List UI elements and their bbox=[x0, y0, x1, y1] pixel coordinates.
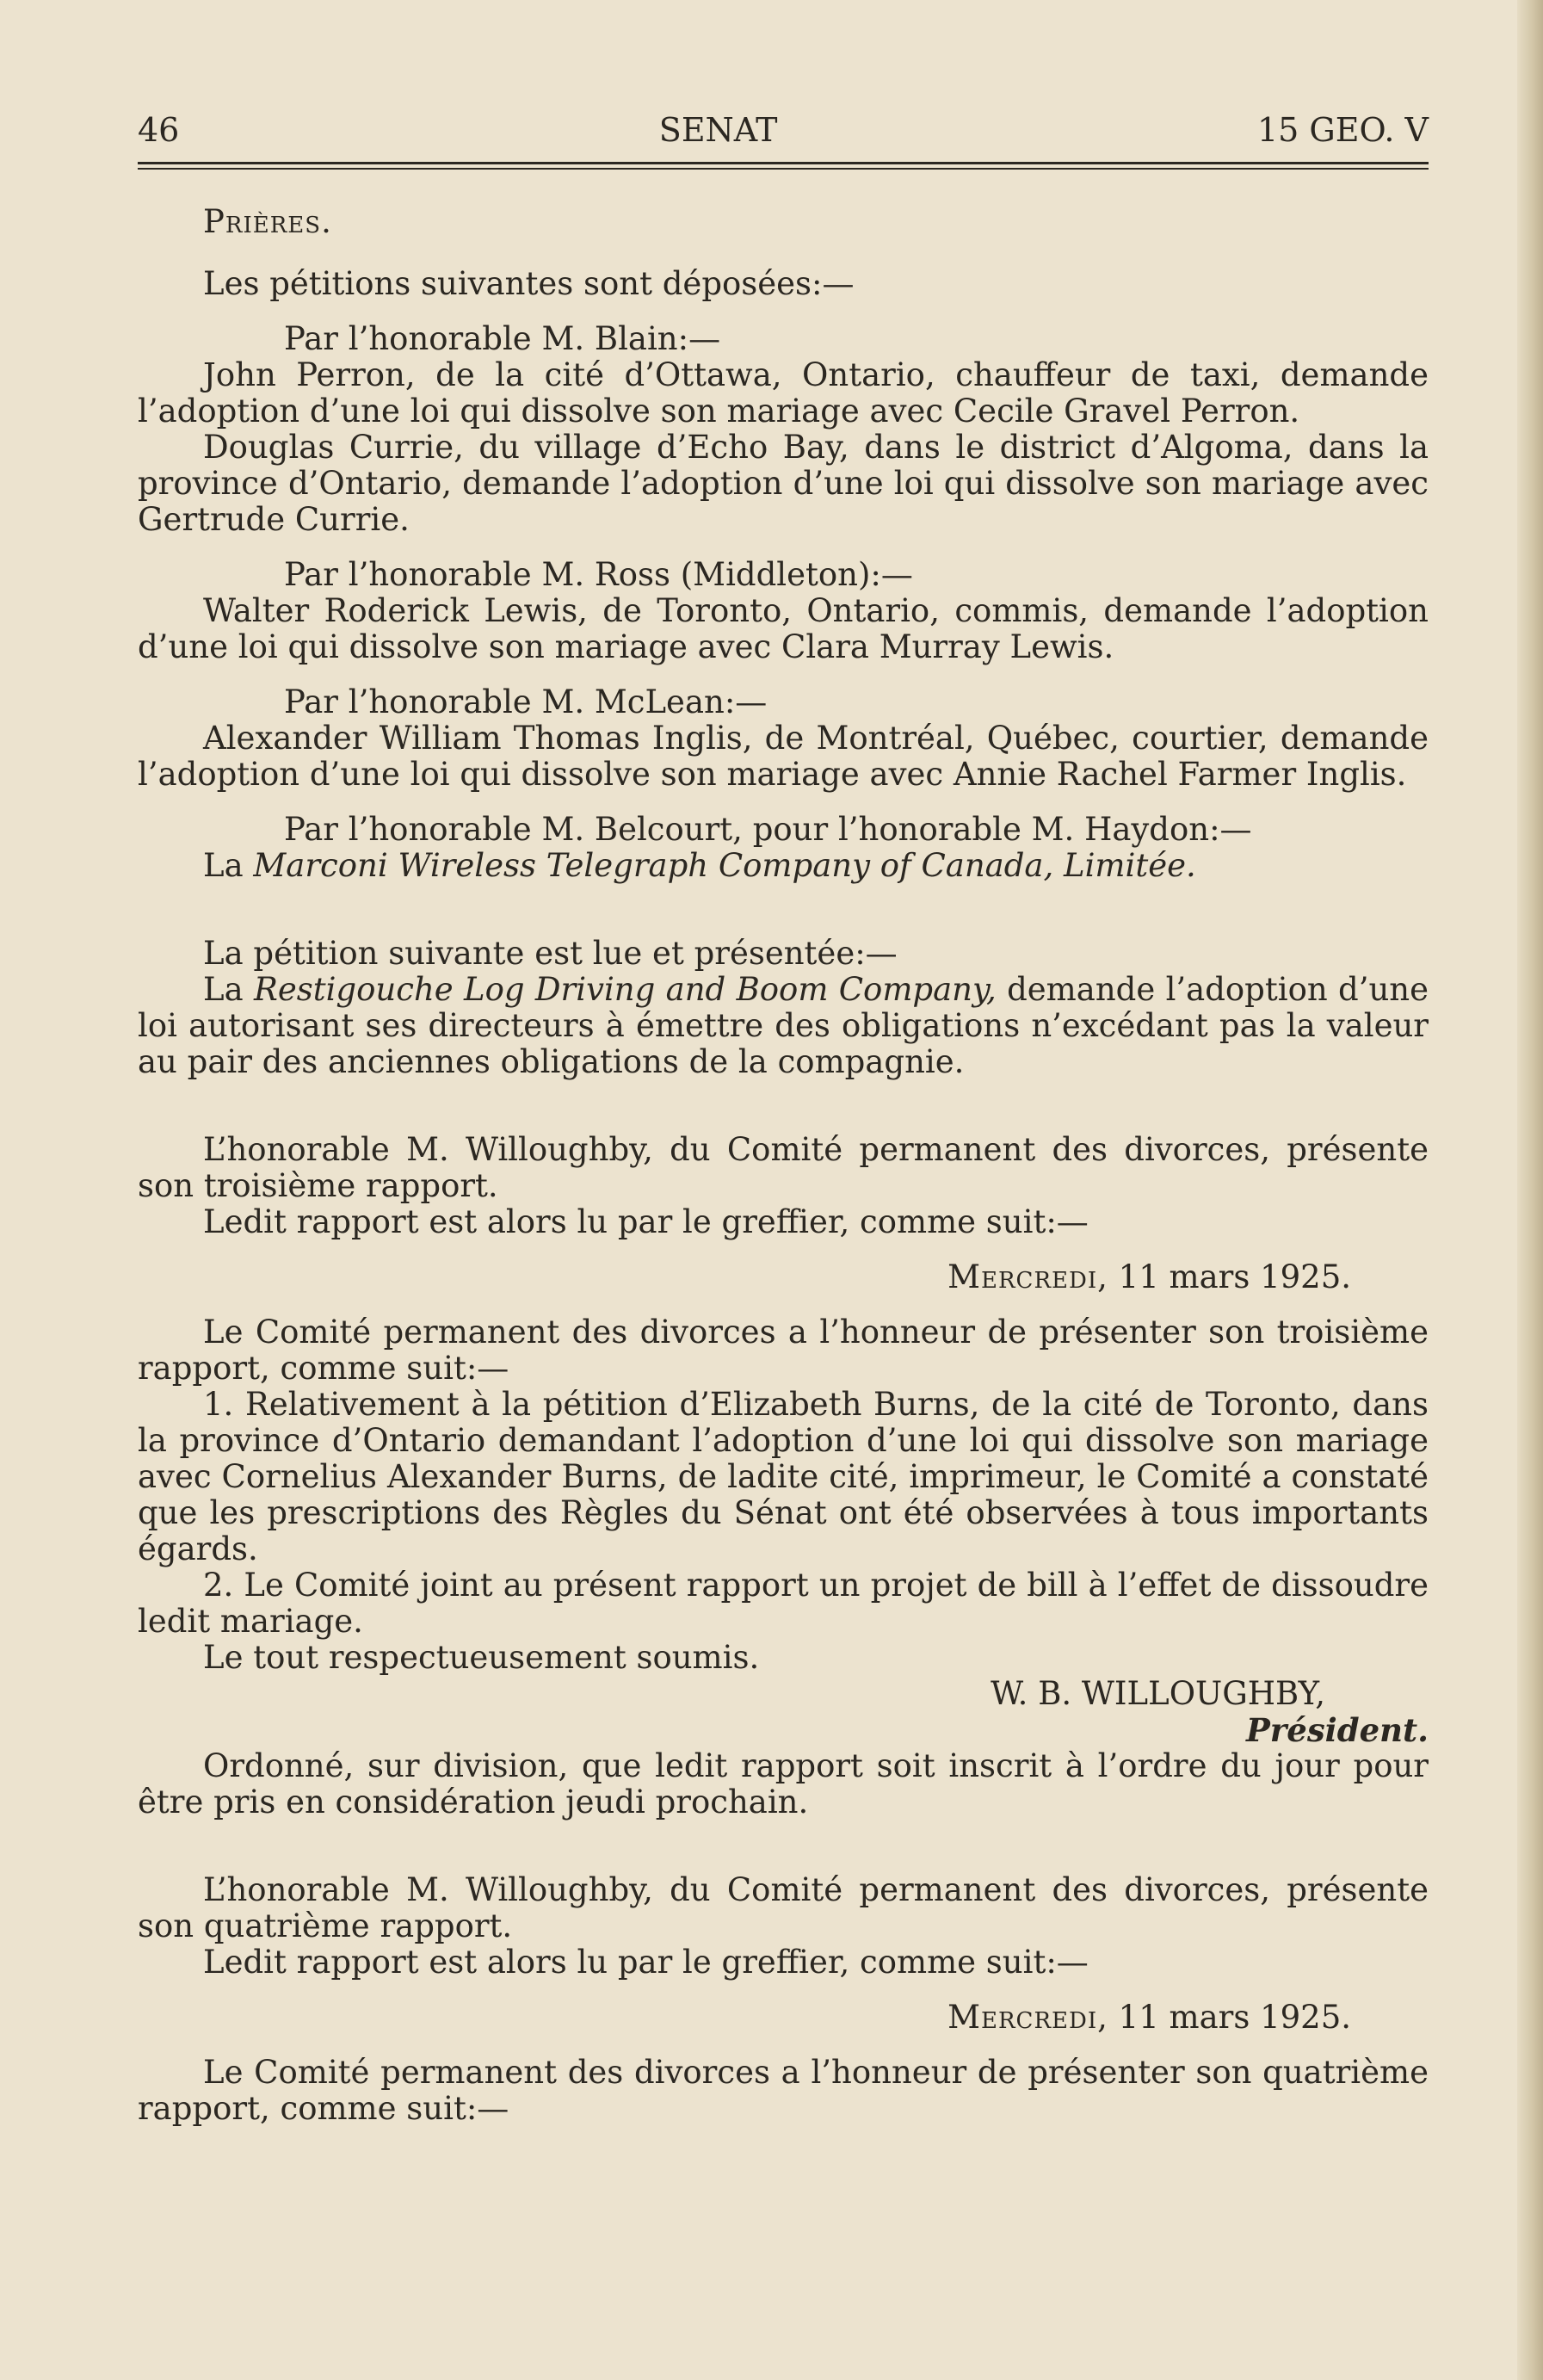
petition-marconi: La Marconi Wireless Telegraph Company of Canada, Limitée. bbox=[203, 847, 1196, 884]
marconi-company-name: Marconi Wireless Telegraph Company of Canada, Limitée. bbox=[253, 847, 1196, 884]
report3-presented: L’honorable M. Willoughby, du Comité permanent des divorces, présente son troisième rapport. bbox=[138, 1131, 1429, 1204]
petition-by-blain: Par l’honorable M. Blain:— bbox=[284, 320, 721, 357]
report3-item1: 1. Relativement à la pétition d’Elizabeth Burns, de la cité de Toronto, dans la province d’Ontario demandant l’adoption d’une loi qui dissolve son mariage avec Cornelius Alexander Burns, de ladite cité, imprimeur, le Comité a constaté que les prescriptions des Règles du Sénat ont été observées à tous importants égards. bbox=[138, 1386, 1429, 1567]
petition-currie: Douglas Currie, du village d’Echo Bay, dans le district d’Algoma, dans la province d’Ontario, demande l’adoption d’une loi qui dissolve son mariage avec Gertrude Currie. bbox=[138, 429, 1429, 538]
report3-closing: Le tout respectueusement soumis. bbox=[203, 1639, 760, 1676]
header-title: SENAT bbox=[658, 111, 778, 149]
report4-intro: Le Comité permanent des divorces a l’honneur de présenter son quatrième rapport, comme suit:— bbox=[138, 2054, 1429, 2127]
petition-perron: John Perron, de la cité d’Ottawa, Ontario, chauffeur de taxi, demande l’adoption d’une loi qui dissolve son mariage avec Cecile Gravel Perron. bbox=[138, 356, 1429, 430]
report3-date: Mercredi, 11 mars 1925. bbox=[947, 1258, 1351, 1295]
document-page bbox=[138, 112, 1429, 2127]
report3-intro: Le Comité permanent des divorces a l’honneur de présenter son troisième rapport, comme suit:— bbox=[138, 1314, 1429, 1387]
page-number: 46 bbox=[138, 111, 180, 149]
report3-order: Ordonné, sur division, que ledit rapport soit inscrit à l’ordre du jour pour être pris en considération jeudi prochain. bbox=[138, 1747, 1429, 1821]
petition-by-ross: Par l’honorable M. Ross (Middleton):— bbox=[284, 556, 913, 593]
petition-by-mclean: Par l’honorable M. McLean:— bbox=[284, 683, 768, 720]
petitions-intro: Les pétitions suivantes sont déposées:— bbox=[203, 265, 855, 302]
prayers-heading: Prières. bbox=[203, 203, 332, 240]
report3-signature-title: Président. bbox=[1245, 1711, 1429, 1749]
running-header bbox=[138, 112, 1429, 155]
header-reign: 15 GEO. V bbox=[1256, 111, 1429, 149]
read-petition-intro: La pétition suivante est lue et présentée:— bbox=[203, 935, 898, 972]
read-petition-restigouche: La Restigouche Log Driving and Boom Company, demande l’adoption d’une loi autorisant ses directeurs à émettre des obligations n’excédant pas la valeur au pair des anciennes obligations de la compagnie. bbox=[138, 971, 1429, 1080]
report4-presented: L’honorable M. Willoughby, du Comité permanent des divorces, présente son quatrième rapport. bbox=[138, 1871, 1429, 1944]
petition-inglis: Alexander William Thomas Inglis, de Montréal, Québec, courtier, demande l’adoption d’une loi qui dissolve son mariage avec Annie Rachel Farmer Inglis. bbox=[138, 720, 1429, 793]
header-rule bbox=[138, 162, 1429, 170]
report4-read: Ledit rapport est alors lu par le greffier, comme suit:— bbox=[203, 1944, 1089, 1981]
report4-date: Mercredi, 11 mars 1925. bbox=[947, 1999, 1351, 2036]
petition-lewis: Walter Roderick Lewis, de Toronto, Ontario, commis, demande l’adoption d’une loi qui dissolve son mariage avec Clara Murray Lewis. bbox=[138, 592, 1429, 665]
report3-read: Ledit rapport est alors lu par le greffier, comme suit:— bbox=[203, 1203, 1089, 1240]
restigouche-company-name: Restigouche Log Driving and Boom Company, bbox=[253, 971, 997, 1008]
page-edge-shadow bbox=[1517, 0, 1543, 2380]
petition-by-belcourt: Par l’honorable M. Belcourt, pour l’honorable M. Haydon:— bbox=[284, 811, 1252, 848]
report3-item2: 2. Le Comité joint au présent rapport un projet de bill à l’effet de dissoudre ledit mariage. bbox=[138, 1567, 1429, 1640]
report3-signature: W. B. WILLOUGHBY, bbox=[991, 1675, 1325, 1712]
